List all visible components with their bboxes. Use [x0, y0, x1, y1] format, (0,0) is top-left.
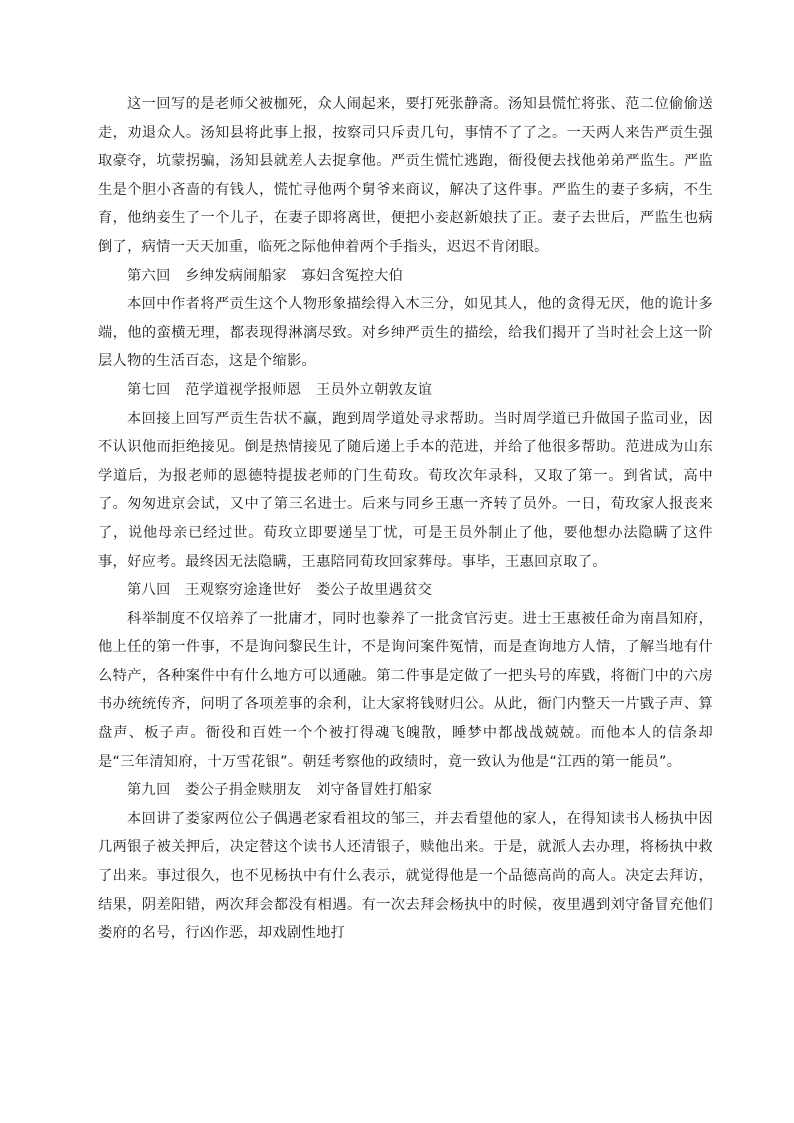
- paragraph-chapter-6-summary: 本回中作者将严贡生这个人物形象描绘得入木三分，如见其人，他的贪得无厌，他的诡计多端，他的蛮横无理，都表现得淋漓尽致。对乡绅严贡生的描绘，给我们揭开了当时社会上这一阶层人物的生活百态，这是个缩影。: [98, 296, 713, 370]
- paragraph-chapter-8-summary: 科举制度不仅培养了一批庸才，同时也豢养了一批贪官污吏。进士王惠被任命为南昌知府，他上任的第一件事，不是询问黎民生计，不是询问案件冤情，而是查询地方人情，了解当地有什么特产，各种案件中有什么地方可以通融。第二件事是定做了一把头号的库戥，将衙门中的六房书办统统传齐，问明了各项差事的余利，让大家将钱财归公。从此，衙门内整天一片戥子声、算盘声、板子声。衙役和百姓一个个被打得魂飞魄散，睡梦中都战战兢兢。而他本人的信条却是“三年清知府，十万雪花银”。朝廷考察他的政绩时，竟一致认为他是“江西的第一能员”。: [98, 610, 713, 770]
- chapter-8-title: 第八回 王观察穷途逢世好 娄公子故里遇贫交: [127, 582, 433, 599]
- paragraph-chapter-9-summary: 本回讲了娄家两位公子偶遇老家看祖坟的邹三，并去看望他的家人，在得知读书人杨执中因几两银子被关押后，决定替这个读书人还清银子，赎他出来。于是，就派人去办理，将杨执中救了出来。事过很久，也不见杨执中有什么表示，就觉得他是一个品德高尚的高人。决定去拜访，结果，阴差阳错，两次拜会都没有相遇。有一次去拜会杨执中的时候，夜里遇到刘守备冒充他们娄府的名号，行凶作恶，却戏剧性地打: [98, 810, 713, 942]
- document-page: [98, 90, 713, 948]
- chapter-7-title: 第七回 范学道视学报师恩 王员外立朝敦友谊: [127, 381, 433, 398]
- chapter-6-title: 第六回 乡绅发病闹船家 寡妇含冤控大伯: [127, 267, 404, 284]
- paragraph-chapter-5-summary: 这一回写的是老师父被枷死，众人闹起来，要打死张静斋。汤知县慌忙将张、范二位偷偷送走，劝退众人。汤知县将此事上报，按察司只斥责几句，事情不了了之。一天两人来告严贡生强取豪夺，坑蒙拐骗，汤知县就差人去捉拿他。严贡生慌忙逃跑，衙役便去找他弟弟严监生。严监生是个胆小吝啬的有钱人，慌忙寻他两个舅爷来商议，解决了这件事。严监生的妻子多病，不生育，他纳妾生了一个儿子，在妻子即将离世，便把小妾赵新娘扶了正。妻子去世后，严监生也病倒了，病情一天天加重，临死之际他伸着两个手指头，迟迟不肯闭眼。: [98, 96, 713, 255]
- chapter-9-title: 第九回 娄公子捐金赎朋友 刘守备冒姓打船家: [127, 782, 433, 799]
- paragraph-chapter-7-summary: 本回接上回写严贡生告状不赢，跑到周学道处寻求帮助。当时周学道已升做国子监司业，因不认识他而拒绝接见。倒是热情接见了随后递上手本的范进，并给了他很多帮助。范进成为山东学道后，为报老师的恩德特提拔老师的门生荀玫。荀玫次年录科，又取了第一。到省试，高中了。匆匆进京会试，又中了第三名进士。后来与同乡王惠一齐转了员外。一日，荀玫家人报丧来了，说他母亲已经过世。荀玫立即要递呈丁忧，可是王员外制止了他，要他想办法隐瞒了这件事，好应考。最终因无法隐瞒，王惠陪同荀玫回家葬母。事毕，王惠回京取了。: [98, 410, 713, 570]
